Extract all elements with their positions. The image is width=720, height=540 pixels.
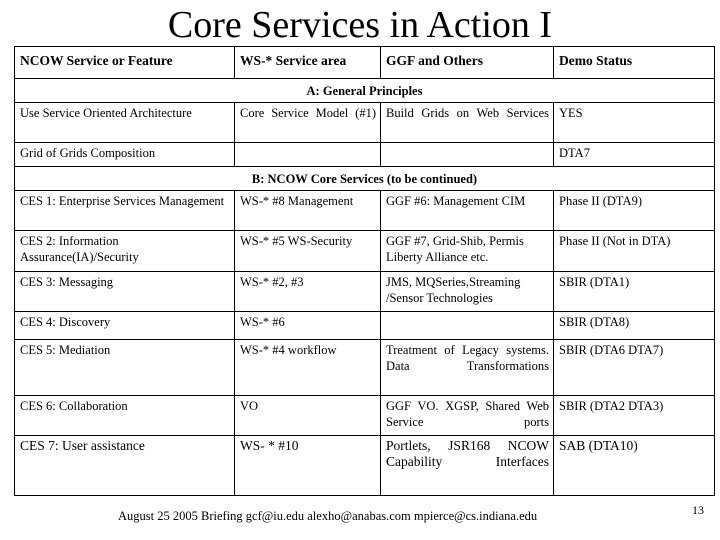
table-cell: Portlets, JSR168 NCOW Capability Interfaces — [381, 436, 554, 496]
table-row — [15, 340, 715, 396]
table-row — [15, 312, 715, 340]
table-row — [15, 103, 715, 143]
table-cell: VO — [235, 396, 381, 436]
table-cell: CES 6: Collaboration — [15, 396, 235, 436]
table-cell: WS-* #2, #3 — [235, 272, 381, 312]
table-cell: WS-* #4 workflow — [235, 340, 381, 396]
table-cell: WS-* #8 Management — [235, 191, 381, 231]
table-cell — [381, 143, 554, 167]
table-cell: CES 4: Discovery — [15, 312, 235, 340]
table-cell: CES 7: User assistance — [15, 436, 235, 496]
section-b-label: B: NCOW Core Services (to be continued) — [15, 167, 715, 191]
services-table — [14, 46, 715, 496]
table-cell: YES — [554, 103, 715, 143]
table-cell: JMS, MQSeries,Streaming /Sensor Technologies — [381, 272, 554, 312]
table-cell: GGF VO. XGSP, Shared Web Service ports — [381, 396, 554, 436]
table-cell: WS-* #5 WS-Security — [235, 231, 381, 272]
section-row-b — [15, 167, 715, 191]
table-cell: Build Grids on Web Services — [381, 103, 554, 143]
table-cell: SBIR (DTA2 DTA3) — [554, 396, 715, 436]
table-cell: Phase II (Not in DTA) — [554, 231, 715, 272]
footer-text: August 25 2005 Briefing gcf@iu.edu alexho@anabas.com mpierce@cs.indiana.edu — [118, 509, 538, 523]
table-header-row — [15, 47, 715, 79]
table-cell: WS-* #6 — [235, 312, 381, 340]
header-ws-service-area: WS-* Service area — [235, 47, 381, 79]
table-cell: GGF #6: Management CIM — [381, 191, 554, 231]
table-row — [15, 396, 715, 436]
table-cell: SBIR (DTA6 DTA7) — [554, 340, 715, 396]
table-cell: Use Service Oriented Architecture — [15, 103, 235, 143]
table-cell: Core Service Model (#1) — [235, 103, 381, 143]
table-cell: CES 2: Information Assurance(IA)/Security — [15, 231, 235, 272]
table-cell: SBIR (DTA1) — [554, 272, 715, 312]
table-cell: GGF #7, Grid-Shib, Permis Liberty Alliance etc. — [381, 231, 554, 272]
table-cell: CES 1: Enterprise Services Management — [15, 191, 235, 231]
table-cell: WS- * #10 — [235, 436, 381, 496]
table-cell: Grid of Grids Composition — [15, 143, 235, 167]
table-cell: CES 3: Messaging — [15, 272, 235, 312]
table-cell — [235, 143, 381, 167]
table-cell: Treatment of Legacy systems. Data Transformations — [381, 340, 554, 396]
table-row — [15, 436, 715, 496]
header-demo-status: Demo Status — [554, 47, 715, 79]
section-row-a — [15, 79, 715, 103]
slide-number: 13 — [692, 503, 704, 517]
table-cell: DTA7 — [554, 143, 715, 167]
header-ncow-service: NCOW Service or Feature — [15, 47, 235, 79]
table-row — [15, 231, 715, 272]
header-ggf-and-others: GGF and Others — [381, 47, 554, 79]
table-cell — [381, 312, 554, 340]
table-row — [15, 272, 715, 312]
table-cell: SBIR (DTA8) — [554, 312, 715, 340]
slide-title: Core Services in Action I — [167, 4, 553, 46]
table-cell: SAB (DTA10) — [554, 436, 715, 496]
table-cell: CES 5: Mediation — [15, 340, 235, 396]
section-a-label: A: General Principles — [15, 79, 715, 103]
table-cell: Phase II (DTA9) — [554, 191, 715, 231]
table-row — [15, 143, 715, 167]
table-row — [15, 191, 715, 231]
